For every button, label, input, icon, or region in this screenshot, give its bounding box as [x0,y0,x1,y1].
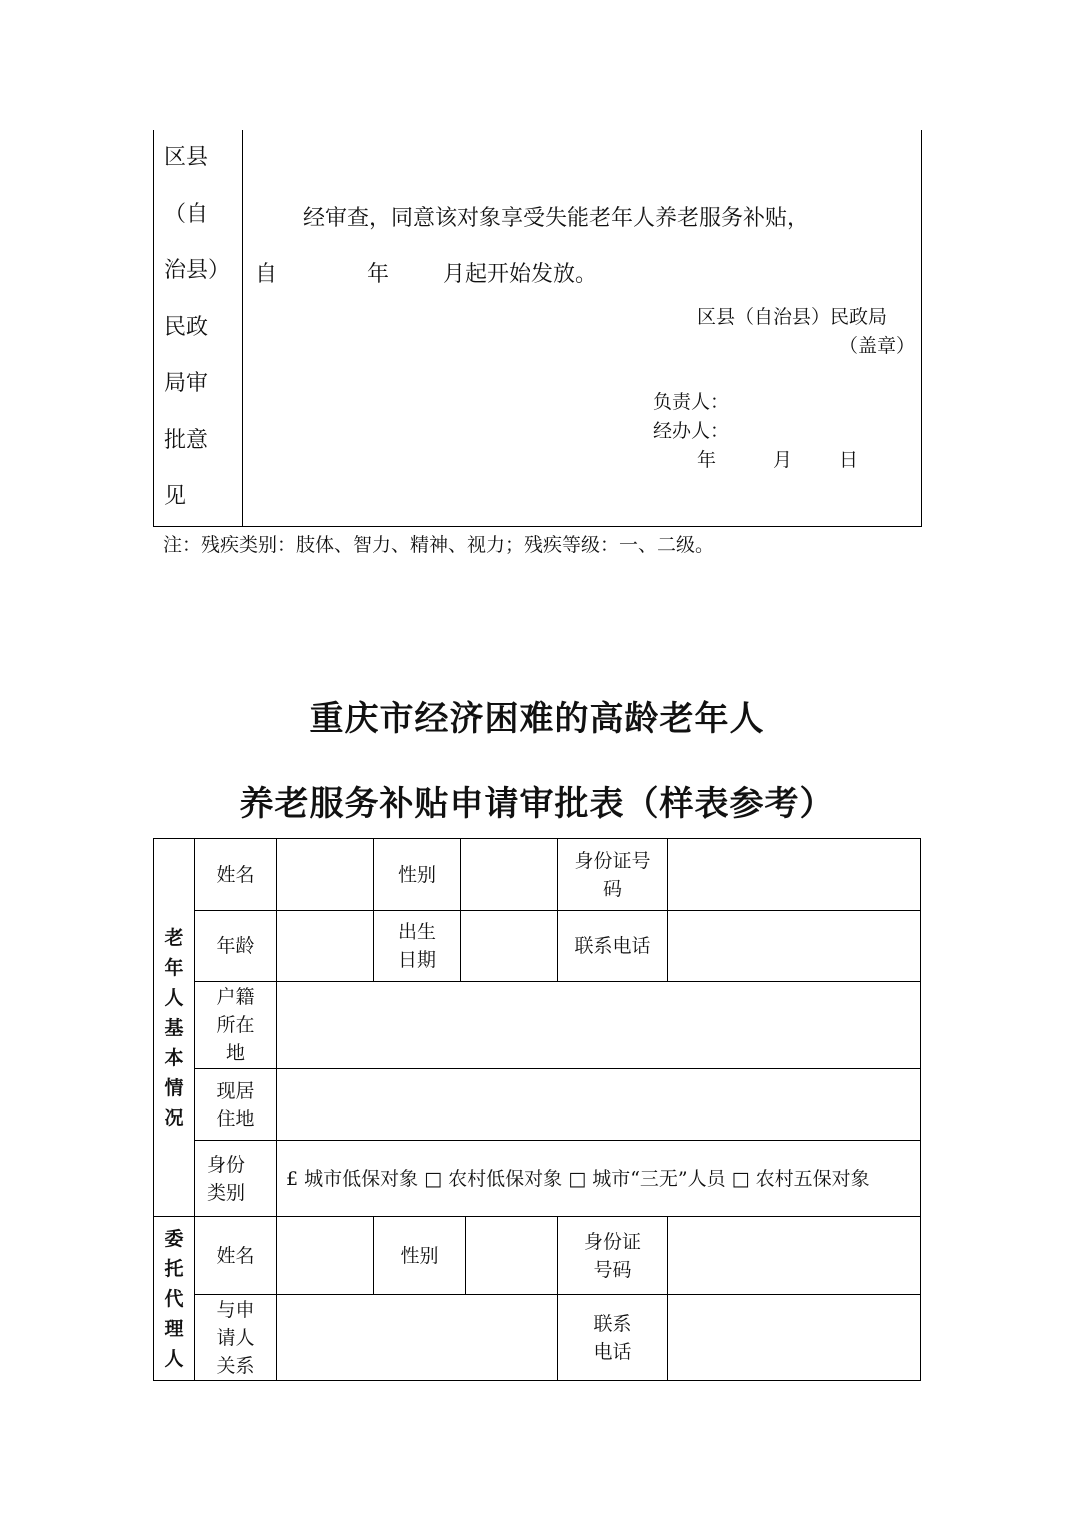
footnote: 注：残疾类别：肢体、智力、精神、视力；残疾等级：一、二级。 [163,534,715,556]
elder-phone-label: 联系电话 [574,935,651,957]
elder-id-label: 身份证号码 [574,849,651,900]
agent-gender-label: 性别 [400,1244,439,1267]
handler-field[interactable] [730,415,880,441]
elder-id-label-cell [558,839,667,910]
elder-identity-label: 身份类别 [206,1153,245,1204]
agent-phone-label: 联系电话 [593,1312,632,1363]
approval-date-month: 月 [773,449,793,471]
elder-age-field[interactable] [277,911,373,981]
agent-relation-field[interactable] [277,1295,557,1380]
table-border-bottom [153,1380,921,1381]
elder-name-label: 姓名 [216,863,255,886]
elder-gender-label: 性别 [397,863,436,886]
elder-birth-label: 出生日期 [397,921,436,971]
elder-gender-field[interactable] [461,839,557,910]
approval-start-month-field[interactable] [395,254,437,286]
agent-phone-field[interactable] [668,1295,920,1380]
elder-household-field[interactable] [277,982,920,1068]
agent-phone-label-cell [558,1295,667,1380]
approval-person-in-charge: 负责人： [653,391,730,413]
agent-section-label: 委托代理人 [164,1227,184,1370]
approval-date-year: 年 [697,449,717,471]
elder-residence-label: 现居住地 [216,1079,255,1130]
agent-id-label: 身份证号码 [583,1230,641,1281]
approval-start-year-field[interactable] [285,254,355,286]
approval-statement: 经审查，同意该对象享受失能老年人养老服务补贴， [303,206,810,231]
approval-label-line-4: 民政 [164,315,209,340]
form-title-line-1: 重庆市经济困难的高龄老年人 [309,699,765,739]
approval-label-line-7: 见 [164,484,187,509]
approval-label-line-6: 批意 [164,428,209,453]
approval-month-label: 月起开始发放。 [443,262,598,287]
approval-handler: 经办人： [653,420,730,442]
approval-label-line-1: 区县 [164,145,209,170]
agent-gender-field[interactable] [466,1217,557,1294]
elder-household-label-cell [195,982,276,1068]
person-in-charge-field[interactable] [730,386,880,412]
approval-label-line-3: 治县） [164,258,231,283]
elder-phone-field[interactable] [668,911,920,981]
approval-date-day: 日 [839,449,859,471]
elder-household-label: 户籍所在地 [216,986,255,1064]
elder-section-label: 老年人基本情况 [164,926,184,1129]
agent-id-label-cell [558,1217,667,1294]
elder-residence-label-cell [195,1069,276,1140]
approval-year-label: 年 [367,262,390,287]
agent-name-field[interactable] [277,1217,373,1294]
approval-authority: 区县（自治县）民政局 [697,306,888,328]
elder-age-label: 年龄 [216,935,255,957]
form-title-line-2: 养老服务补贴申请审批表（样表参考） [239,784,835,824]
agent-name-label: 姓名 [216,1244,255,1267]
elder-birth-field[interactable] [461,911,557,981]
elder-identity-options-cell[interactable] [286,1141,914,1216]
elder-identity-options[interactable]: £ 城市低保对象 □ 农村低保对象 □ 城市“三无”人员 □ 农村五保对象 [286,1167,870,1190]
table-border-right [920,838,921,1381]
elder-identity-label-cell [195,1141,257,1216]
elder-id-field[interactable] [668,839,920,910]
agent-id-field[interactable] [668,1217,920,1294]
approval-label-line-2: （自 [164,202,209,227]
approval-divider [242,130,243,526]
agent-relation-label-cell [195,1295,276,1380]
elder-name-field[interactable] [277,839,373,910]
approval-from: 自 [255,262,278,287]
approval-seal: （盖章） [839,335,916,357]
agent-relation-label: 与申请人关系 [216,1298,255,1377]
elder-birth-label-cell [374,911,460,981]
approval-label-line-5: 局审 [164,371,209,396]
elder-residence-field[interactable] [277,1069,920,1140]
